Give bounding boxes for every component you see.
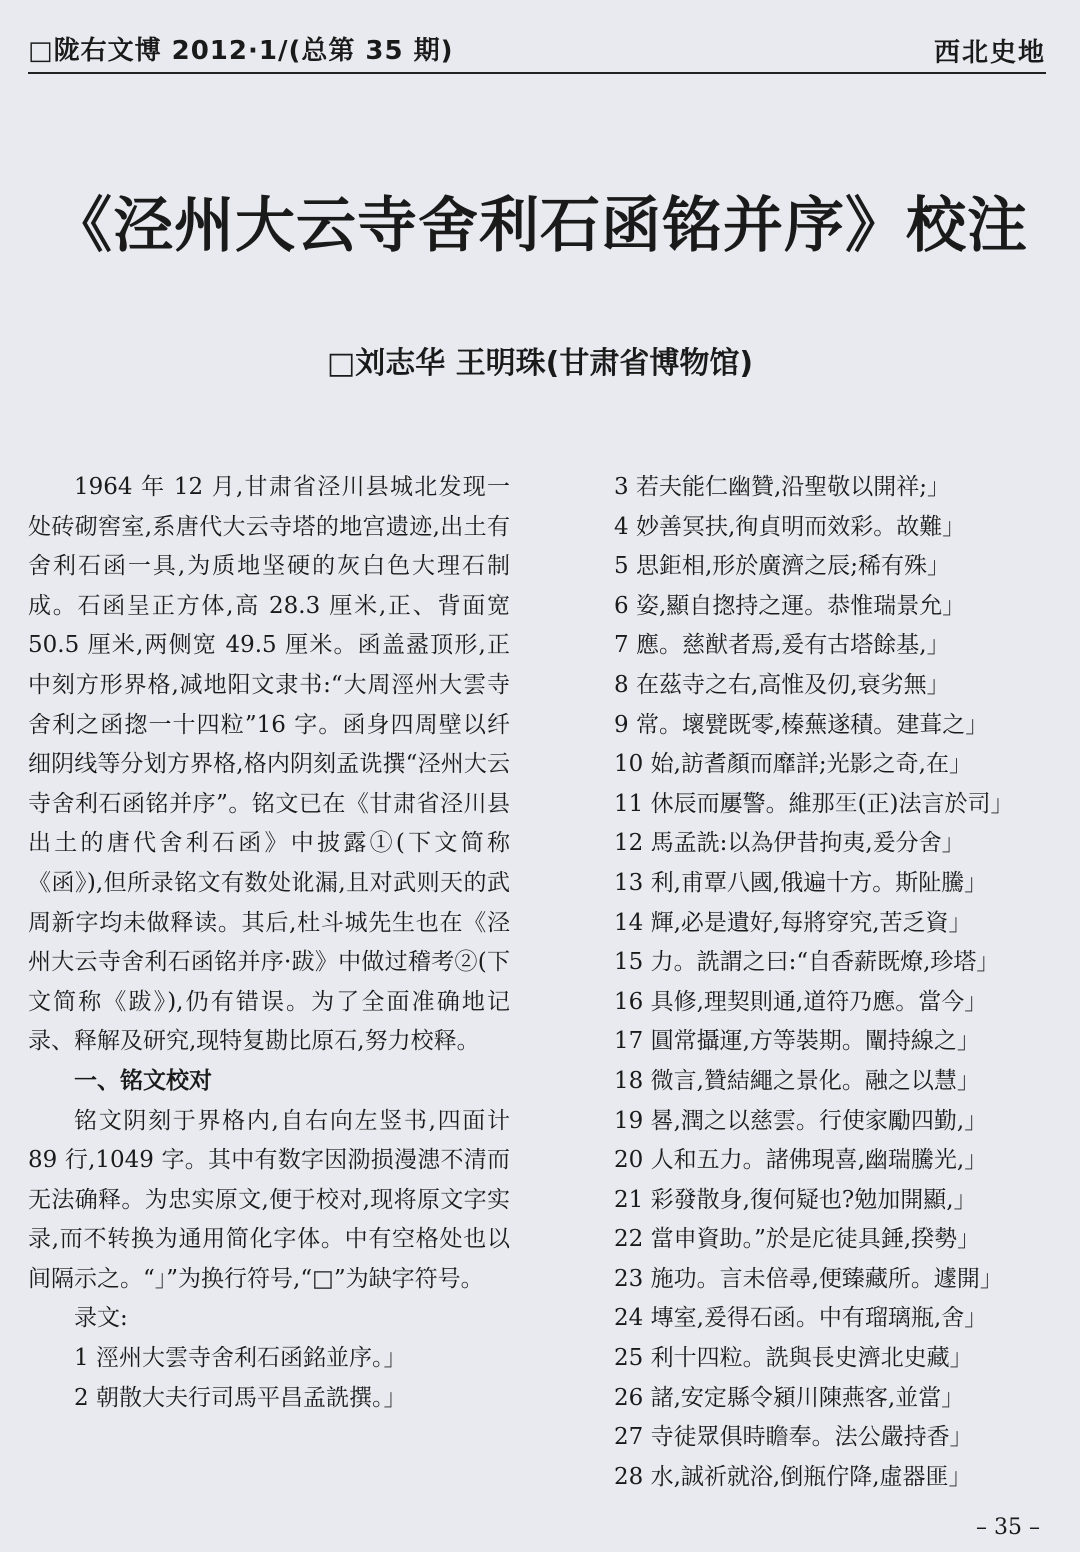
inscription-line: 12 馬孟詵:以為伊昔拘夷,爰分舍」	[614, 830, 965, 857]
inscription-line: 1 涇州大雲寺舍利石函銘並序。」	[74, 1345, 407, 1372]
inscription-line: 6 姿,顯自揔持之運。恭惟瑞景允」	[614, 592, 966, 619]
page-number: – 35 –	[976, 1515, 1040, 1540]
section-name: 西北史地	[933, 38, 1046, 68]
inscription-line: 24 塼室,爰得石函。中有瑠璃瓶,舍」	[614, 1305, 988, 1332]
inscription-line: 8 在茲寺之右,高惟及仞,衰劣無」	[614, 671, 950, 698]
journal-name: □陇右文博 2012·1/(总第 35 期)	[28, 36, 454, 66]
inscription-line: 10 始,訪耆顏而靡詳;光影之奇,在」	[614, 751, 972, 778]
inscription-line: 20 人和五力。諸佛現喜,幽瑞騰光,」	[614, 1147, 988, 1174]
inscription-line: 17 圓常攝運,方等裝期。闡持線之」	[614, 1028, 980, 1055]
article-title: 《泾州大云寺舍利石函铭并序》校注	[52, 191, 1028, 261]
section-paragraph: 铭文阴刻于界格内,自右向左竖书,四面计 89 行,1049 字。其中有数字因泐损漫漶不清而无法确释。为忠实原文,便于校对,现将原文字实录,而不转换为通用简化字体。中有空格处也以间隔示之。“」”为换行符号,“□”为缺字符号。	[28, 1107, 510, 1292]
inscription-line: 27 寺徒眾俱時瞻奉。法公嚴持香」	[614, 1424, 973, 1451]
inscription-line: 4 妙善冥扶,徇貞明而效彩。故難」	[614, 513, 966, 540]
inscription-line: 19 晷,潤之以慈雲。行使家勵四勤,」	[614, 1107, 988, 1134]
intro-paragraph: 1964 年 12 月,甘肃省泾川县城北发现一处砖砌窖室,系唐代大云寺塔的地宫遗迹,出土有舍利石函一具,为质地坚硬的灰白色大理石制成。石函呈正方体,高 28.3 厘米,正、背面宽 50.5 厘米,两侧宽 49.5 厘米。函盖盝顶形,正中刻方形界格,减地阳文隶书:“大周涇州大雲寺舍利之函揔一十四粒”16 字。函身四周壁以纤细阴线等分划方界格,格内阴刻孟诜撰“泾州大云寺舍利石函铭并序”。铭文已在《甘肃省泾川县出土的唐代舍利石函》中披露①(下文简称《函》),但所录铭文有数处讹漏,且对武则天的武周新字均未做释读。其后,杜斗城先生也在《泾州大云寺舍利石函铭并序·跋》中做过稽考②(下文简称《跋》),仍有错误。为了全面准确地记录、释解及研究,现特复勘比原石,努力校释。	[28, 474, 510, 1055]
section-heading: 一、铭文校对	[74, 1067, 212, 1094]
inscription-line: 22 當申資助。”於是庀徒具錘,揆勢」	[614, 1226, 981, 1253]
inscription-line: 3 若夫能仁幽贊,沿聖敬以開祥;」	[614, 474, 951, 500]
left-column	[28, 468, 510, 1418]
luwen-label: 录文:	[74, 1305, 128, 1332]
inscription-line: 13 利,甫覃八國,俄遍十方。斯阯騰」	[614, 869, 988, 896]
inscription-line: 21 彩發散身,復何疑也?勉加開顯,」	[614, 1186, 977, 1213]
inscription-line: 7 應。慈猷者焉,爰有古塔餘基,」	[614, 632, 950, 659]
inscription-line: 14 輝,必是遺好,每將穿究,苦乏資」	[614, 909, 972, 936]
inscription-line: 26 諸,安定縣令潁川陳燕客,並當」	[614, 1384, 965, 1411]
inscription-line: 15 力。詵謂之曰:“自香薪既燎,珍塔」	[614, 949, 1000, 976]
inscription-line: 18 微言,贊結繩之景化。融之以慧」	[614, 1067, 980, 1094]
inscription-line: 16 具修,理契則通,道符乃應。當今」	[614, 988, 988, 1015]
inscription-line: 25 利十四粒。詵與長史濟北史藏」	[614, 1345, 973, 1372]
inscription-line: 5 思鉅相,形於廣濟之辰;稀有殊」	[614, 553, 951, 580]
article-authors: □刘志华 王明珠(甘肃省博物馆)	[326, 346, 754, 381]
inscription-line: 9 常。壞甓既零,榛蕪遂積。建葺之」	[614, 711, 989, 738]
right-column	[614, 468, 1054, 1497]
running-header	[28, 30, 1046, 74]
inscription-line: 23 施功。言未倍尋,便臻藏所。遽開」	[614, 1265, 1003, 1292]
inscription-line: 2 朝散大夫行司馬平昌孟詵撰。」	[74, 1384, 407, 1411]
inscription-line: 11 休辰而屢警。維那𤯔(正)法言於司」	[614, 790, 1014, 817]
inscription-line: 28 水,誠祈就浴,倒瓶佇降,虛器匪」	[614, 1463, 972, 1490]
